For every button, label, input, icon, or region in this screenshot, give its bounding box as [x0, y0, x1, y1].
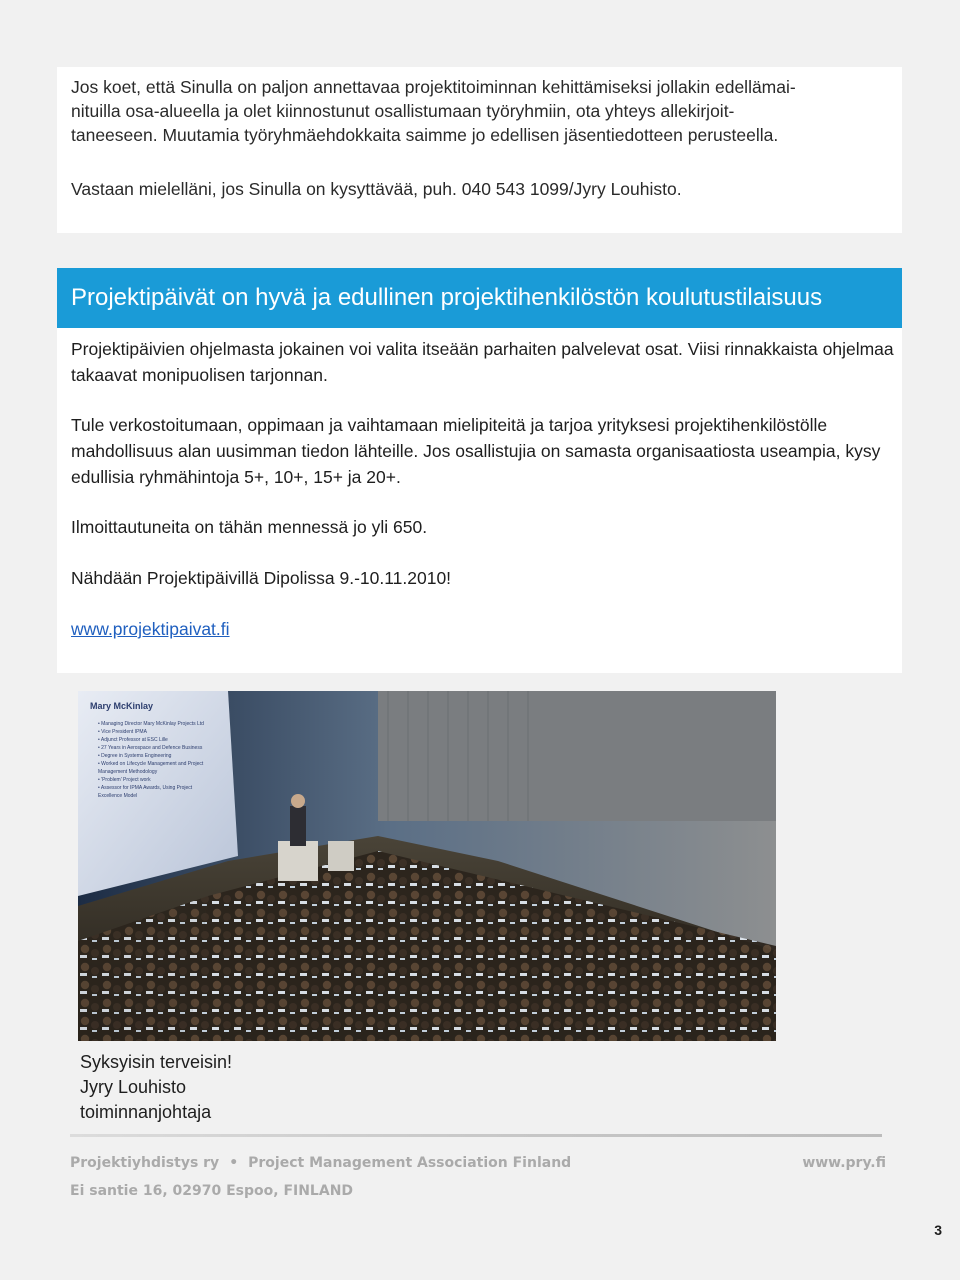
footer-org-fi: Projektiyhdistys ry — [70, 1155, 220, 1171]
signature-title: toiminnanjohtaja — [80, 1102, 212, 1122]
slide-line: • Worked on Lifecycle Management and Project — [98, 761, 204, 767]
footer — [70, 1150, 886, 1204]
promo-card — [57, 268, 902, 673]
footer-separator: • — [229, 1155, 239, 1171]
footer-website: www.pry.fi — [802, 1155, 886, 1171]
slide-line: • Managing Director Mary McKinlay Projects Ltd — [98, 721, 204, 727]
intro-contact: Vastaan mielelläni, jos Sinulla on kysyttävää, puh. 040 543 1099/Jyry Louhisto. — [71, 179, 682, 199]
footer-address: Ei santie 16, 02970 Espoo, FINLAND — [70, 1183, 354, 1199]
page-number: 3 — [934, 1222, 942, 1238]
promo-paragraph-1: Projektipäivien ohjelmasta jokainen voi valita itseään parhaiten palvelevat osat. Viisi rinnakkaista ohjelmaa takaavat monipuolisen tarjonnan. — [71, 339, 894, 385]
projektipaivat-link[interactable]: www.projektipaivat.fi — [71, 619, 230, 639]
slide-line: • Assessor for IPMA Awards, Using Project — [98, 785, 193, 791]
slide-line: Excellence Model — [98, 793, 138, 799]
footer-org-en: Project Management Association Finland — [248, 1155, 572, 1171]
slide-line: • Degree in Systems Engineering — [98, 753, 172, 759]
intro-line-1: Jos koet, että Sinulla on paljon annettavaa projektitoiminnan kehittämiseksi jollakin edellämai- — [71, 77, 796, 97]
slide-line: • Adjunct Professor at ESC Lille — [98, 737, 168, 743]
footer-divider — [70, 1134, 882, 1137]
slide-line: Management Methodology — [98, 769, 158, 775]
promo-paragraph-4: Nähdään Projektipäivillä Dipolissa 9.-10.11.2010! — [71, 568, 452, 588]
intro-card — [57, 67, 902, 233]
slide-line: • Vice President IPMA — [98, 729, 147, 735]
promo-banner: Projektipäivät on hyvä ja edullinen projektihenkilöstön koulutustilaisuus — [57, 268, 902, 328]
signature-greeting: Syksyisin terveisin! — [80, 1052, 233, 1072]
slide-line: • 27 Years in Aerospace and Defence Business — [98, 745, 203, 751]
promo-paragraph-3: Ilmoittautuneita on tähän mennessä jo yli 650. — [71, 517, 428, 537]
slide-title: Mary McKinlay — [90, 701, 154, 711]
slide-line: • 'Problem' Project work — [98, 777, 151, 783]
promo-paragraph-2: Tule verkostoitumaan, oppimaan ja vaihtamaan mielipiteitä ja tarjoa yrityksesi projektihenkilöstölle mahdollisuus alan uusimman tiedon lähteille. Jos osallistujia on samasta organisaatiosta useampia, kysy edullisia ryhmähintoja 5+, 10+, 15+ ja 20+. — [71, 415, 881, 487]
intro-line-3: taneeseen. Muutamia työryhmäehdokkaita saimme jo edellisen jäsentiedotteen perusteella. — [71, 125, 779, 145]
conference-photo — [78, 691, 776, 1041]
signature-name: Jyry Louhisto — [80, 1077, 187, 1097]
signature-block — [80, 1050, 232, 1125]
conference-scene — [78, 691, 776, 1041]
intro-line-2: nituilla osa-alueella ja olet kiinnostunut osallistumaan työryhmiin, ota yhteys allekirjoit- — [71, 101, 735, 121]
